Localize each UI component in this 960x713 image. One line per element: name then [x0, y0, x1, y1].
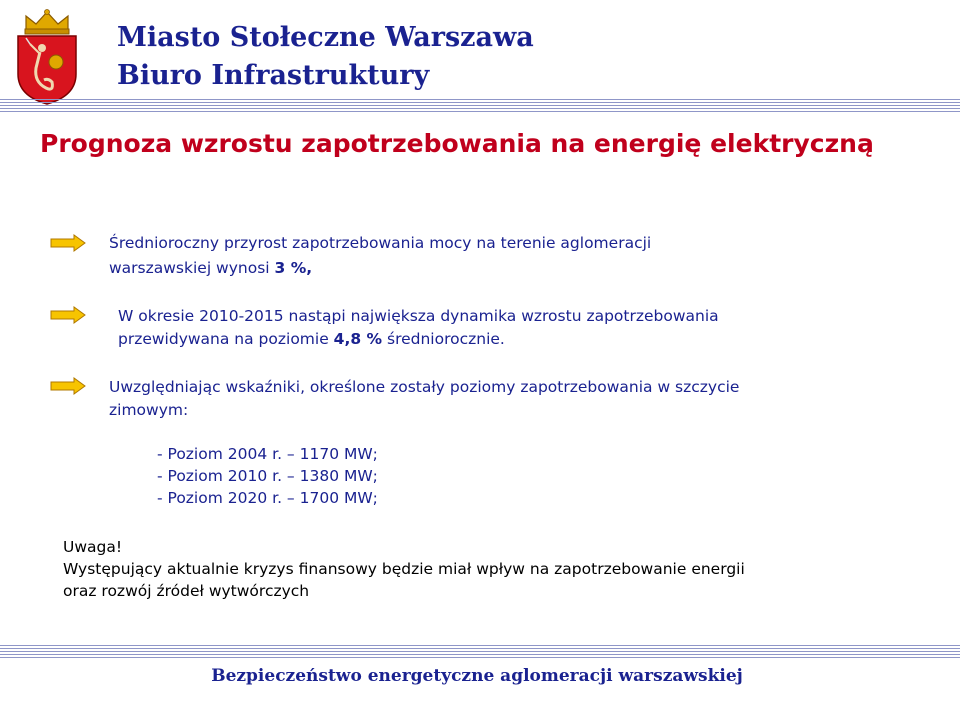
bullet-2-text-end: średniorocznie. [382, 330, 505, 348]
level-2020: - Poziom 2020 r. – 1700 MW; [157, 489, 378, 507]
note-heading: Uwaga! [63, 538, 123, 556]
bullet-1-text: warszawskiej wynosi [109, 259, 275, 277]
note-line-2: oraz rozwój źródeł wytwórczych [63, 582, 310, 600]
header-city-name: Miasto Stołeczne Warszawa [117, 22, 534, 53]
footer [0, 666, 960, 686]
warsaw-crest-icon [12, 8, 82, 106]
bullet-2-value: 4,8 % [333, 330, 383, 348]
bullet-1-line-1: Średnioroczny przyrost zapotrzebowania mocy na terenie aglomeracji [109, 234, 652, 252]
page-title: Prognoza wzrostu zapotrzebowania na energię elektryczną [40, 129, 874, 158]
bullet-3-line-2: zimowym: [109, 401, 189, 419]
footer-divider [0, 645, 960, 659]
bullet-2-line-1: W okresie 2010-2015 nastąpi największa dynamika wzrostu zapotrzebowania [118, 307, 719, 325]
header-divider [0, 99, 960, 113]
bullet-3-line-1: Uwzględniając wskaźniki, określone zostały poziomy zapotrzebowania w szczycie [109, 378, 740, 396]
arrow-bullet-icon [50, 306, 86, 324]
header-department: Biuro Infrastruktury [117, 60, 430, 91]
note-line-1: Występujący aktualnie kryzys finansowy będzie miał wpływ na zapotrzebowanie energii [63, 560, 745, 578]
bullet-1-line-2 [109, 257, 312, 279]
level-2004: - Poziom 2004 r. – 1170 MW; [157, 445, 378, 463]
footer-text: Bezpieczeństwo energetyczne aglomeracji warszawskiej [211, 666, 743, 686]
bullet-2-line-2 [118, 328, 505, 350]
arrow-bullet-icon [50, 234, 86, 252]
bullet-1-value: 3 %, [274, 259, 313, 277]
level-2010: - Poziom 2010 r. – 1380 MW; [157, 467, 378, 485]
bullet-2-text: przewidywana na poziomie [118, 330, 334, 348]
arrow-bullet-icon [50, 377, 86, 395]
